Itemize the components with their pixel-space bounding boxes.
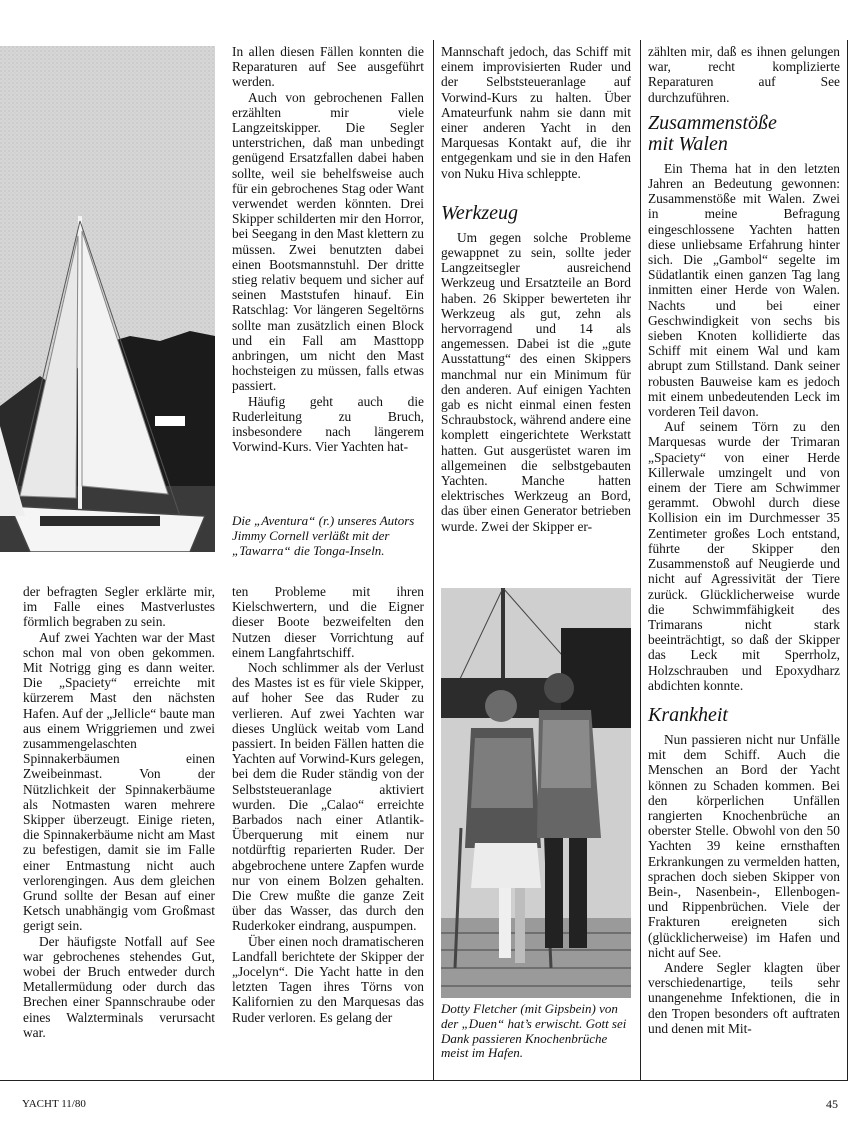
paragraph: Häufig geht auch die Ruderleitung zu Bruch, insbesondere nach längerem Vorwind-Kurs. Vier Yachten hat- <box>232 393 424 455</box>
paragraph: der befragten Segler erklärte mir, im Falle eines Mastverlustes förmlich begraben zu sein. <box>23 584 215 630</box>
paragraph: Noch schlimmer als der Verlust des Mastes ist es für viele Skipper, auf hoher See das Ruder zu verlieren. Auf zwei Yachten war dieses Unglück weitab vom Land passiert. In beiden Fällen hatten die Yachten auf Vorwind-Kurs gelegen, bei dem die Ruder ständig von der Selbststeueranlage aktiviert wurden. Die „Calao“ erreichte Barbados nach einer Atlantik-Überquerung mit einem nur notdürftig reparierten Ruder. Der abgebrochene untere Zapfen wurde nur von einem Bolzen gehalten. Die Crew mußte die ganze Zeit über das Wasser, das durch den Ruderkoker eindrang, auspumpen. <box>232 660 424 934</box>
paragraph: Mannschaft jedoch, das Schiff mit einem improvisierten Ruder und der Selbststeueranlage auf Vorwind-Kurs zu halten. Über Amateurfunk nahm sie dann mit einer anderen Yacht in den Marquesas Kontakt auf, die ihr entgegenkam und sie in den Hafen von Nuku Hiva schleppte. <box>441 44 631 181</box>
paragraph: Der häufigste Notfall auf See war gebrochenes stehendes Gut, wobei der Bruch entweder durch Metallermüdung oder durch das Brechen einer Spannschraube oder eines Walzterminals verursacht war. <box>23 933 215 1040</box>
paragraph: In allen diesen Fällen konnten die Reparaturen auf See ausgeführt werden. <box>232 44 424 90</box>
column-divider <box>640 40 641 1080</box>
paragraph: Auf zwei Yachten war der Mast schon mal von oben gekommen. Mit Notrigg ging es dann weiter. Die „Spaciety“ erreichte mit kürzerem Mast den nächsten Hafen. Auf der „Jellicle“ baute man aus einem Wriggriemen und zwei zusammengelaschten Spinnakerbäumen einen Zweibeinmast. Von der Nützlichkeit der Spinnakerbäume als Notmasten waren mehrere Skipper überzeugt. Einige rieten, die Spinnakerbäume nicht am Mast zu befestigen, damit sie im Falle einer Entmastung nicht auch verlorengingen. Aus dem gleichen Grund sollte der Besan auf einer Ketsch unabhängig vom Großmast gerigt sein. <box>23 629 215 934</box>
column-2-bottom <box>232 584 424 1025</box>
paragraph: Über einen noch dramatischeren Landfall berichtete der Skipper der „Jocelyn“. Die Yacht hatte in den letzten Tagen ihres Törns von Kalifornien zu den Marquesas das Ruder verloren. Es gelang der <box>232 933 424 1025</box>
bottom-rule <box>0 1080 848 1081</box>
paragraph: Auch von gebrochenen Fallen erzählten mir viele Langzeitskipper. Die Segler unterstrichen, daß man unbedingt genügend Ersatzfallen dabei haben sollte, weil sie behelfsweise auch für ein gebrochenes Stag oder Want verwendet werden könnten. Drei Skipper schilderten mir den Horror, bei Seegang in den Mast klettern zu müssen. Zwei benutzten dabei einen Bootsmannstuhl. Der dritte stieg relativ bequem und sicher auf seinen Maststufen hinauf. Ein Ratschlag: Vor längeren Segeltörns sollte man zusätzlich einen Block und ein Fall am Masttopp anbringen, um nicht den Mast hochsteigen zu müssen, falls etwas passiert. <box>232 89 424 394</box>
footer-magazine: YACHT 11/80 <box>22 1098 86 1110</box>
paragraph: Andere Segler klagten über verschiedenartige, teils sehr unangenehme Infektionen, die in den Tropen besonders oft auftraten und denen mit Mit- <box>648 959 840 1036</box>
column-divider <box>847 40 848 1080</box>
paragraph: Auf seinem Törn zu den Marquesas wurde der Trimaran „Spaciety“ von einer Herde Killerwale umzingelt und von einem der Tiere am Schwimmer gerammt. Obwohl durch diese Kollision ein im Durchmesser 35 Zentimeter großes Loch entstand, führte der Skipper den Zusammenstoß auf Neugierde und nicht auf Agressivität der Tiere zurück. Glücklicherweise wurde die Schwimmfähigkeit des Trimarans nicht stark beeinträchtigt, so daß der Skipper das Leck mit Sperrholz, Holzschrauben und Epoxydharz abdichten konnte. <box>648 419 840 693</box>
column-3 <box>441 44 631 534</box>
paragraph: Um gegen solche Probleme gewappnet zu sein, sollte jeder Langzeitsegler ausreichend Werkzeug und Ersatzteile an Bord haben. 26 Skipper bewerteten ihr Werkzeug als gut, zehn als hervorragend und 14 als angemessen. Dabei ist die „gute Ausstattung“ des einen Skippers manchmal nur ein Minimum für den anderen. Auf einigen Yachten gab es nicht einmal einen festen Schraubstock, während andere eine komplett eingerichtete Werkstatt hatten. Gut ausgerüstet waren im allgemeinen die selbstgebauten Yachten. Manche hatten elektrisches Werkzeug an Bord, das über einen Generator betrieben wurde. Zwei der Skipper er- <box>441 229 631 534</box>
photo-caption-dotty: Dotty Fletcher (mit Gipsbein) von der „Duen“ hat’s erwischt. Gott sei Dank passieren Knochenbrüche meist im Hafen. <box>441 1001 627 1061</box>
couple-photo-graphic <box>441 588 631 998</box>
paragraph: Ein Thema hat in den letzten Jahren an Bedeutung gewonnen: Zusammenstöße mit Walen. Zwei in meine Befragung eingeschlossene Yachten hatten diese unliebsame Erfahrung hinter sich. Die „Gambol“ segelte im Südatlantik einen ganzen Tag lang inmitten einer Herde von Walen. Nachts und bei einer Geschwindigkeit von sechs bis sieben Knoten kollidierte das Schiff mit einem Wal und kam abrupt zum Stillstand. Dank seiner robusten Bauweise kam es jedoch mit einem unbedeutenden Leck im vorderen Teil davon. <box>648 160 840 420</box>
column-4 <box>648 44 840 1036</box>
section-heading-whales: Zusammenstöße mit Walen <box>648 111 777 155</box>
footer-page-number: 45 <box>826 1097 838 1111</box>
column-1 <box>23 584 215 1040</box>
paragraph: ten Probleme mit ihren Kielschwertern, und die Eigner dieser Boote bezweifelten den Nutzen dieser Vorrichtung auf einem Langfahrtschiff. <box>232 584 424 660</box>
photo-sailboat <box>0 46 215 552</box>
column-divider <box>433 40 434 1080</box>
photo-caption-aventura: Die „Aventura“ (r.) unseres Autors Jimmy Cornell verläßt mit der „Tawarra“ die Tonga-Inseln. <box>232 513 415 558</box>
sailboat-photo-graphic <box>0 46 215 552</box>
paragraph: zählten mir, daß es ihnen gelungen war, recht komplizierte Reparaturen auf See durchzuführen. <box>648 44 840 105</box>
section-heading-krankheit: Krankheit <box>648 703 728 726</box>
paragraph: Nun passieren nicht nur Unfälle mit dem Schiff. Auch die Menschen an Bord der Yacht können zu Schaden kommen. Bei den körperlichen Unfällen rangierten Knochenbrüche an oberster Stelle. Obwohl von den 50 Yachten 39 keine ernsthaften Erkrankungen zu vermelden hatten, sprachen doch sieben Skipper von Bein-, Nasenbein-, Ellenbogen- und Rippenbrüchen. Viele der Frakturen ereigneten sich (glücklicherweise) im Hafen und nicht auf See. <box>648 731 840 960</box>
section-heading-werkzeug: Werkzeug <box>441 201 519 224</box>
column-2-top <box>232 44 424 454</box>
photo-dotty-fletcher <box>441 588 631 998</box>
